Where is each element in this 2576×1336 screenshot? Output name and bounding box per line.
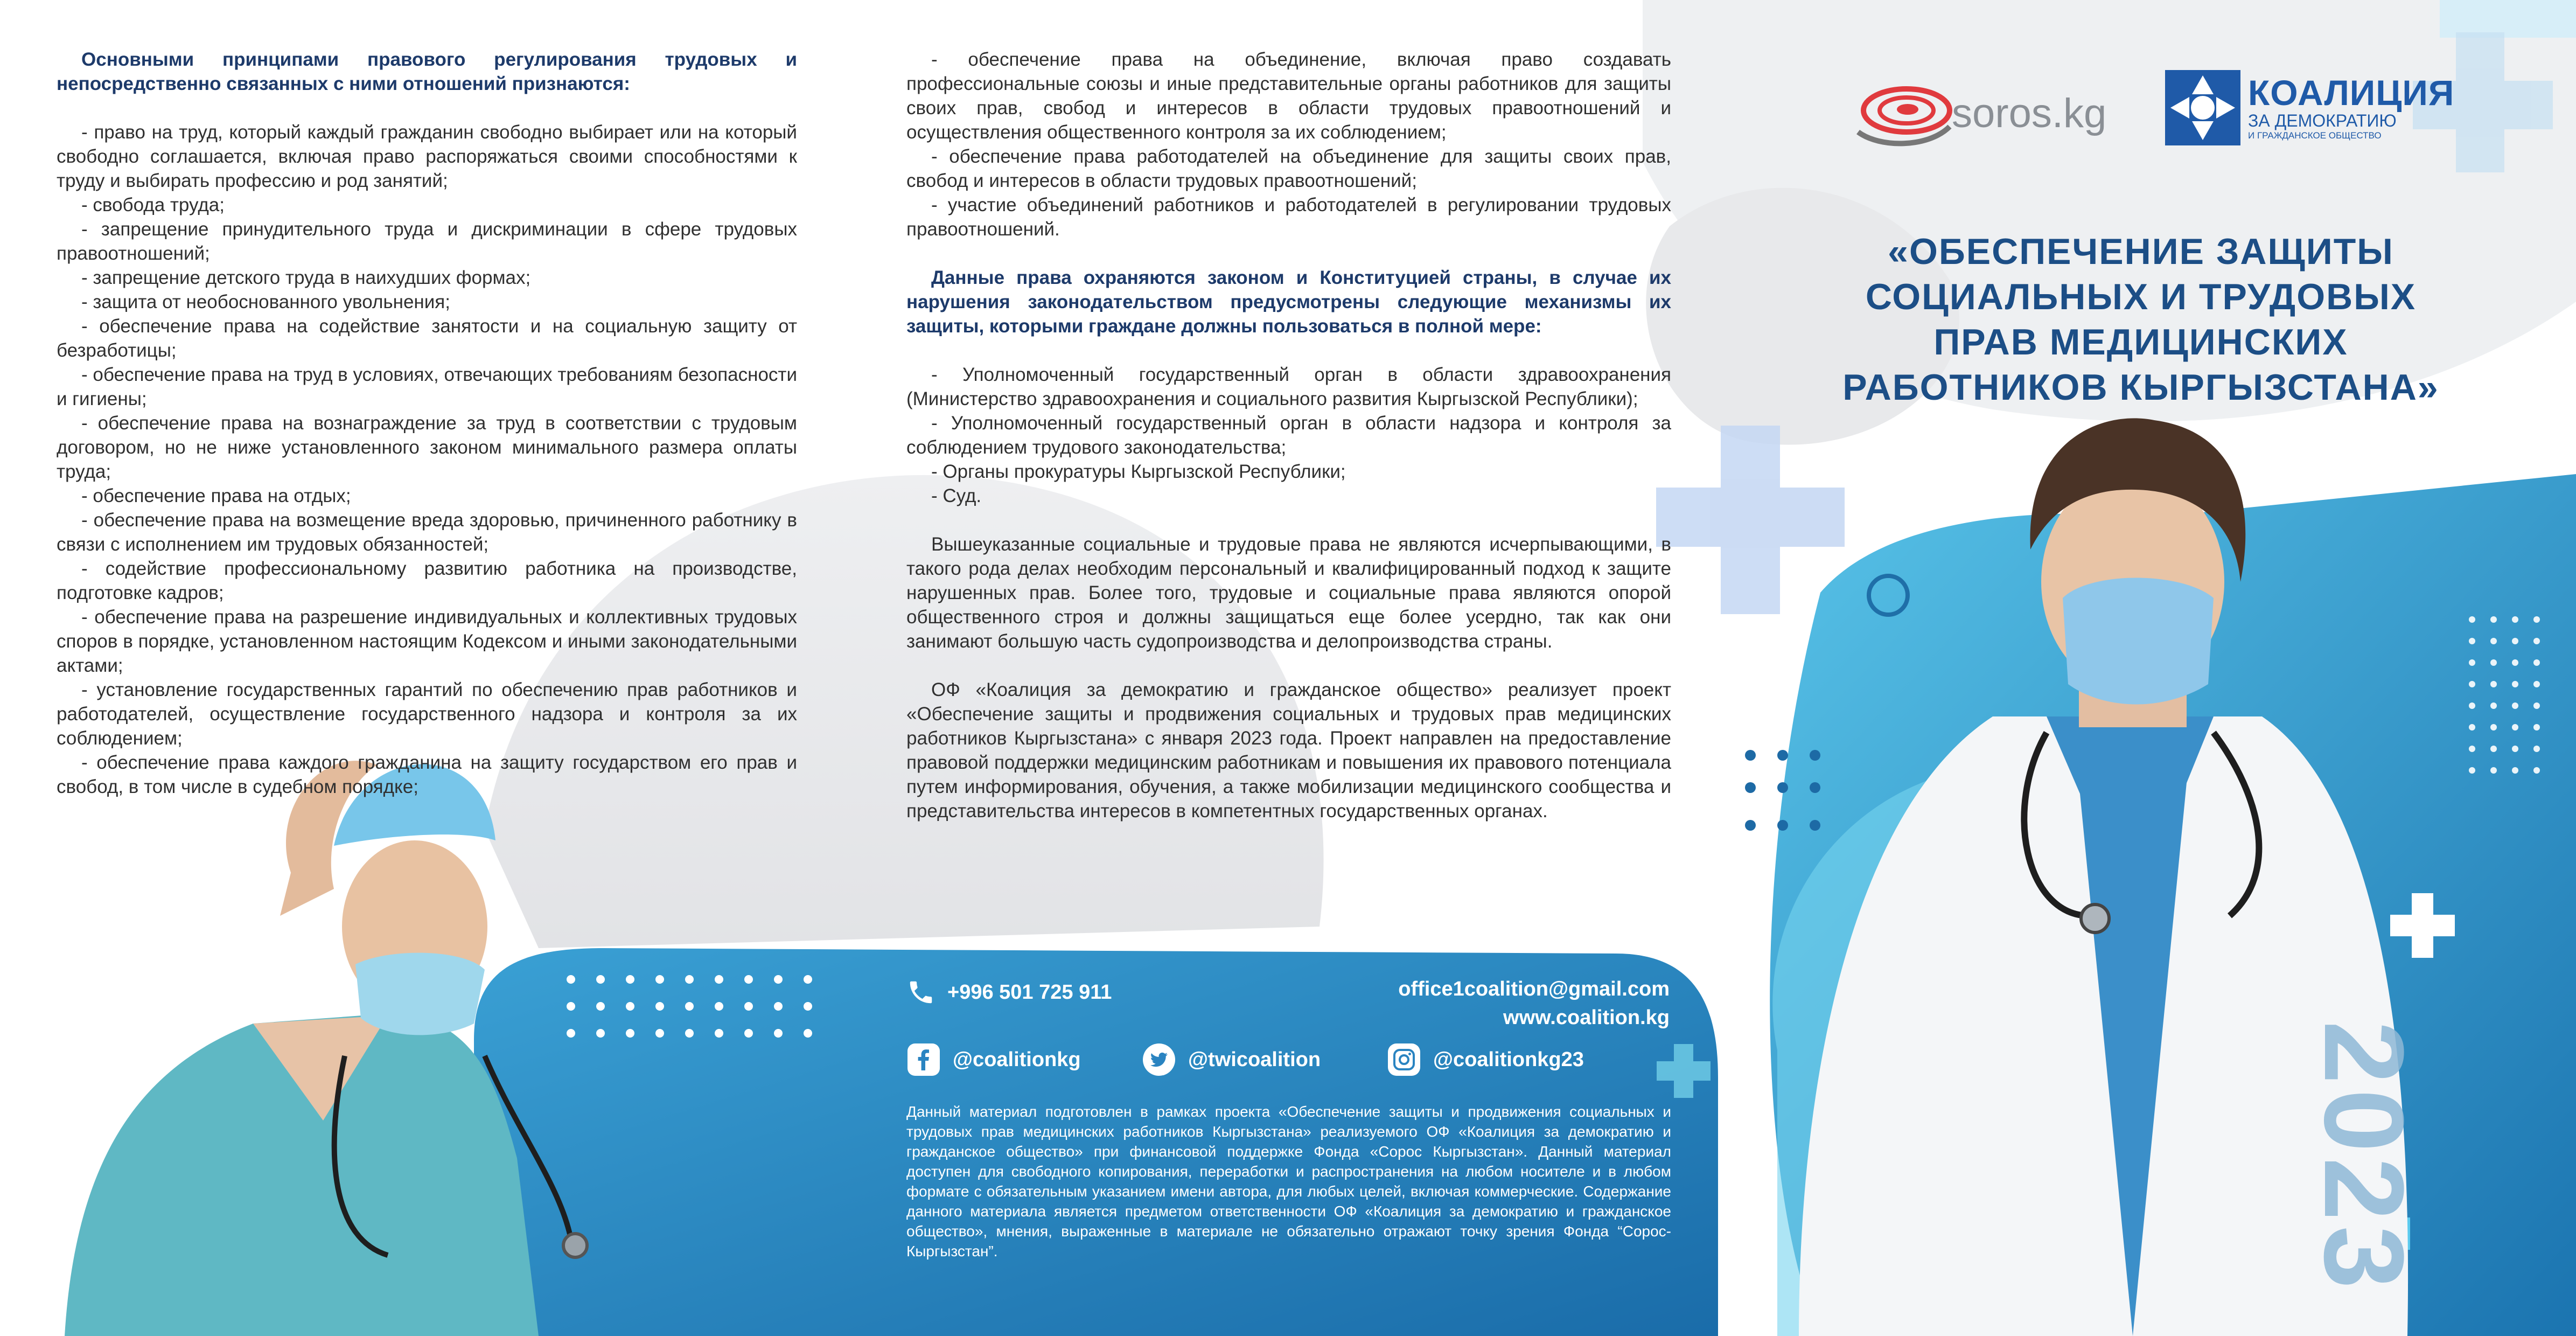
coalition-title: КОАЛИЦИЯ (2248, 73, 2455, 113)
left-column (57, 47, 797, 799)
brochure-title (1799, 229, 2483, 410)
paragraph: Вышеуказанные социальные и трудовые права не являются исчерпывающими, в такого рода делах необходим персональный и квалифицированный подход к защите нарушенных прав. Более того, трудовые и социальные права являются опорой общественного строя и должны защищаться еще более усердно, так как они занимают большую часть судопроизводства и делопроизводства страны. (906, 534, 1671, 652)
middle-heading: Данные права охраняются законом и Конституцией страны, в случае их нарушения законодательством предусмотрены следующие механизмы их защиты, которыми граждане должны пользоваться в полной мере: (906, 267, 1671, 337)
soros-text: soros.kg (1952, 90, 2107, 136)
title-line: «ОБЕСПЕЧЕНИЕ ЗАЩИТЫ (1888, 231, 2394, 272)
list-item: - обеспечение права на отдых; (81, 485, 351, 506)
title-line: РАБОТНИКОВ КЫРГЫЗСТАНА» (1842, 367, 2439, 408)
instagram-handle: @coalitionkg23 (1433, 1048, 1584, 1071)
coalition-logo (2165, 70, 2454, 145)
list-item: - право на труд, который каждый гражданин свободно выбирает или на который свободно соглашается, включая право распоряжаться своими способностями к труду и выбирать профессию и род занятий; (57, 122, 797, 191)
list-item: - обеспечение права на разрешение индивидуальных и коллективных трудовых споров в порядке, установленном настоящим Кодексом и иными законодательными актами; (57, 607, 797, 676)
soros-logo (1847, 73, 2106, 154)
list-item: - обеспечение права на труд в условиях, отвечающих требованиям безопасности и гигиены; (57, 364, 797, 409)
list-item: - Уполномоченный государственный орган в области здравоохранения (Министерство здравоохранения и социального развития Кыргызской Республики); (906, 364, 1671, 409)
list-item: - обеспечение права на содействие занятости и на социальную защиту от безработицы; (57, 316, 797, 361)
phone-number: +996 501 725 911 (947, 980, 1112, 1004)
cross-large (1656, 426, 1845, 614)
list-item: - запрещение детского труда в наихудших формах; (81, 267, 531, 288)
facebook-handle: @coalitionkg (953, 1048, 1081, 1071)
year-label: 2023 (2301, 1021, 2427, 1295)
twitter-handle: @twicoalition (1188, 1048, 1321, 1071)
list-item: - установление государственных гарантий по обеспечению прав работников и работодателей, осуществление государственного надзора и контроля за их соблюдением; (57, 679, 797, 749)
list-item: - Органы прокуратуры Кыргызской Республики; (931, 461, 1346, 482)
logos-bar (1847, 67, 2455, 159)
list-item: - обеспечение права работодателей на объединение для защиты своих прав, свобод и интересов в области трудовых правоотношений; (906, 146, 1671, 191)
facebook-link[interactable] (906, 1042, 1081, 1077)
title-line: ПРАВ МЕДИЦИНСКИХ (1933, 322, 2348, 363)
website-link[interactable]: www.coalition.kg (1503, 1006, 1670, 1029)
list-item: - обеспечение права каждого гражданина на защиту государством его прав и свобод, в том числе в судебном порядке; (57, 752, 797, 797)
list-item: - Суд. (931, 485, 982, 506)
list-item: - запрещение принудительного труда и дискриминации в сфере трудовых правоотношений; (57, 219, 797, 264)
soros-swirl-icon (1847, 73, 1955, 154)
list-item: - свобода труда; (81, 194, 225, 215)
light-cyan-block (2440, 0, 2576, 38)
disclaimer-text: Данный материал подготовлен в рамках проекта «Обеспечение защиты и продвижения социальных и трудовых прав медицинских работников Кыргызстана» реализуемого ОФ «Коалиция за демократию и гражданское общество» при финансовой поддержке Фонда «Сорос Кыргызстан». Данный материал доступен для свободного копирования, переработки и распространения на любом носителе и в любом формате с обязательным указанием имени автора, для любых целей, включая коммерческие. Содержание данного материала является предметом ответственности ОФ «Коалиция за демократию и гражданское общество», мнения, выраженные в материале не обязательно отражают точку зрения Фонда “Сорос-Кыргызстан”. (906, 1103, 1671, 1260)
list-item: - обеспечение права на вознаграждение за труд в соответствии с трудовым договором, но не ниже установленного законом минимального размера оплаты труда; (57, 413, 797, 482)
email-link[interactable]: office1coalition@gmail.com (1398, 978, 1670, 1000)
facebook-icon (906, 1042, 941, 1077)
paragraph: ОФ «Коалиция за демократию и гражданское общество» реализует проект «Обеспечение защиты и продвижения социальных и трудовых прав медицинских работников Кыргызстана» с января 2023 года. Проект направлен на предоставление правовой поддержки медицинским работникам и повышения их правового потенциала путем информирования, обучения, а также мобилизации медицинского сообщества и представительства интересов в компетентных государственных органах. (906, 679, 1671, 822)
instagram-link[interactable] (1387, 1042, 1584, 1077)
phone-contact[interactable] (906, 978, 1112, 1007)
coalition-subtitle-1: ЗА ДЕМОКРАТИЮ (2248, 111, 2397, 130)
list-item: - обеспечение права на объединение, включая право создавать профессиональные союзы и иные представительные органы работников для защиты своих прав, свобод и интересов в области трудовых правоотношений и осуществления общественного контроля за их соблюдением; (906, 49, 1671, 143)
twitter-icon (1142, 1042, 1176, 1077)
list-item: - обеспечение права на возмещение вреда здоровью, причиненного работнику в связи с исполнением им трудовых обязанностей; (57, 510, 797, 555)
middle-column (906, 47, 1671, 823)
twitter-link[interactable] (1142, 1042, 1321, 1077)
list-item: - Уполномоченный государственный орган в области надзора и контроля за соблюдением трудового законодательства; (906, 413, 1671, 458)
phone-icon (906, 978, 936, 1007)
coalition-subtitle-2: И ГРАЖДАНСКОЕ ОБЩЕСТВО (2248, 130, 2382, 141)
list-item: - защита от необоснованного увольнения; (81, 291, 450, 312)
coalition-emblem-icon (2165, 70, 2240, 145)
list-item: - содействие профессиональному развитию работника на производстве, подготовке кадров; (57, 558, 797, 603)
list-item: - участие объединений работников и работодателей в регулировании трудовых правоотношений. (906, 194, 1671, 240)
instagram-icon (1387, 1042, 1421, 1077)
left-heading: Основными принципами правового регулирования трудовых и непосредственно связанных с ними отношений признаются: (57, 49, 797, 94)
title-line: СОЦИАЛЬНЫХ И ТРУДОВЫХ (1865, 276, 2417, 317)
